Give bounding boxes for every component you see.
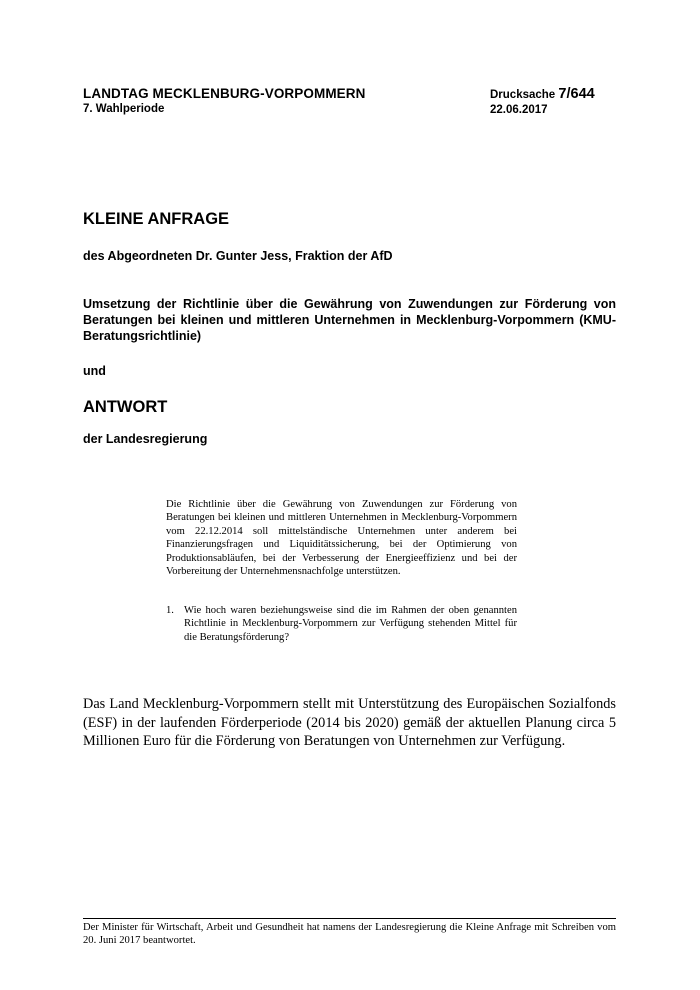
election-period: 7. Wahlperiode bbox=[83, 103, 165, 115]
answer-paragraph: Das Land Mecklenburg-Vorpommern stellt mit Unterstützung des Europäischen Sozialfonds (ESF) in der laufenden Förderperiode (2014 bis 2020) gemäß der aktuellen Planung circa 5 Millionen Euro für die Förderung von Beratungen von Unternehmen zur Verfügung. bbox=[83, 696, 616, 749]
footer-divider bbox=[83, 918, 616, 919]
drucksache-number: 7/644 bbox=[558, 86, 595, 102]
question-text: Wie hoch waren beziehungsweise sind die im Rahmen der oben genannten Richtlinie in Mecklenburg-Vorpommern zur Verfügung stehenden Mittel für die Beratungsförderung? bbox=[184, 605, 517, 643]
parliament-title: LANDTAG MECKLENBURG-VORPOMMERN bbox=[83, 86, 366, 101]
document-date: 22.06.2017 bbox=[490, 104, 548, 116]
drucksache-line bbox=[490, 86, 640, 103]
answer-by: der Landesregierung bbox=[83, 432, 208, 446]
drucksache-label: Drucksache bbox=[490, 89, 556, 101]
intro-paragraph: Die Richtlinie über die Gewährung von Zuwendungen zur Förderung von Beratungen bei kleinen und mittleren Unternehmen in Mecklenburg-Vorpommern vom 22.12.2014 soll mittelständische Unternehmen unter anderem bei Finanzierungsfragen und Liquiditätssicherung, bei der Optimierung von Produktionsabläufen, bei der Verbesserung der Energieeffizienz und bei der Vorbereitung der Unternehmensnachfolge unterstützen. bbox=[166, 499, 517, 578]
header-left bbox=[83, 86, 483, 116]
request-type-heading: KLEINE ANFRAGE bbox=[83, 210, 230, 228]
question-number: 1. bbox=[166, 605, 174, 616]
header-right bbox=[490, 86, 640, 117]
conjunction: und bbox=[83, 364, 106, 378]
request-author: des Abgeordneten Dr. Gunter Jess, Fraktion der AfD bbox=[83, 249, 393, 263]
footer-note: Der Minister für Wirtschaft, Arbeit und Gesundheit hat namens der Landesregierung die Kleine Anfrage mit Schreiben vom 20. Juni 2017 beantwortet. bbox=[83, 922, 616, 947]
answer-type-heading: ANTWORT bbox=[83, 398, 168, 416]
request-subject: Umsetzung der Richtlinie über die Gewährung von Zuwendungen zur Förderung von Beratungen bei kleinen und mittleren Unternehmen in Mecklenburg-Vorpommern (KMU-Beratungsrichtlinie) bbox=[83, 297, 616, 343]
question-item bbox=[166, 604, 517, 644]
